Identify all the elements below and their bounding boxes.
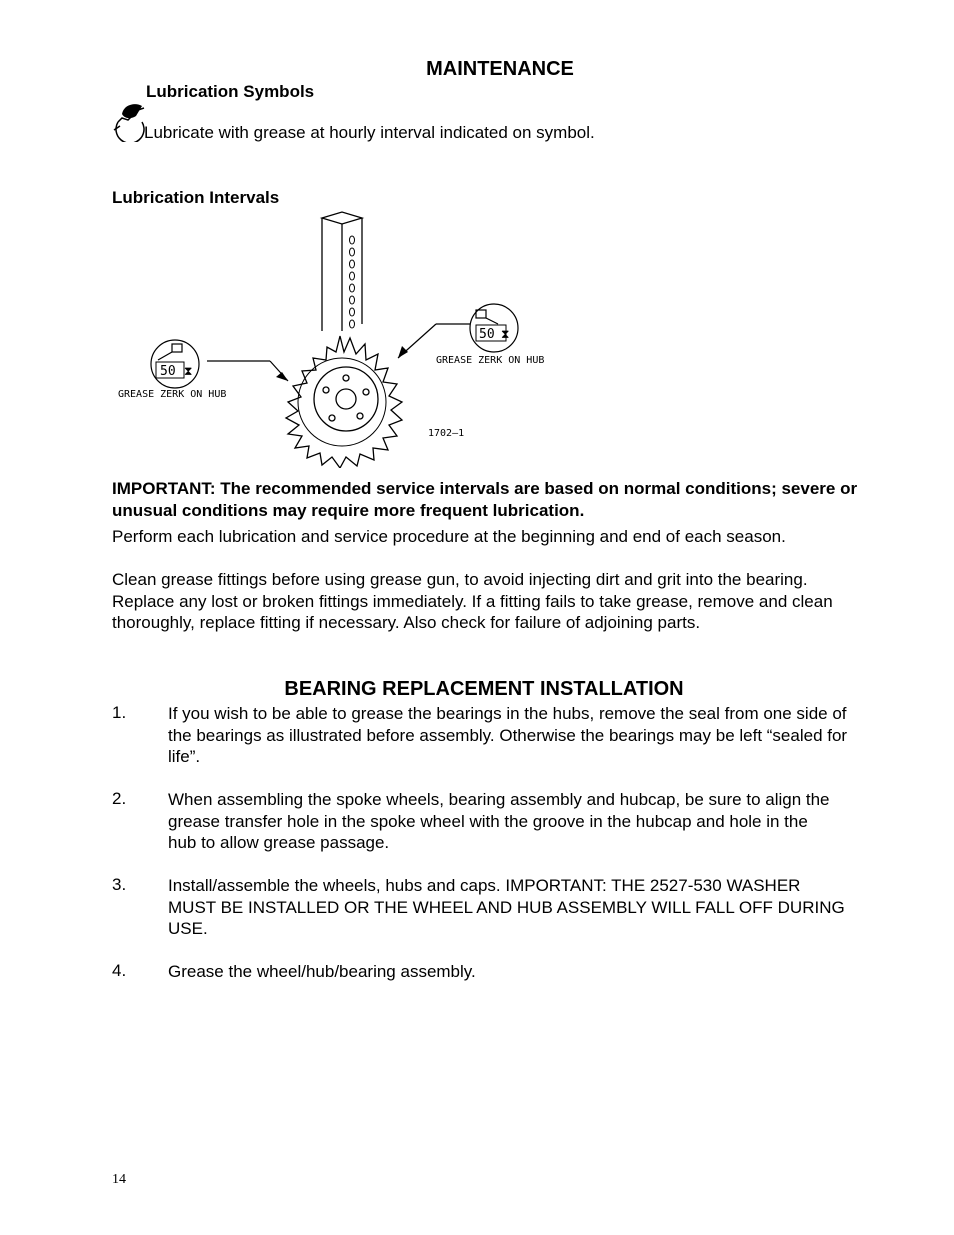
important-note: IMPORTANT: The recommended service intervals are based on normal conditions; severe or unusual conditions may require more frequent lubrication. [112, 479, 858, 520]
step-text: Install/assemble the wheels, hubs and caps. IMPORTANT: THE 2527-530 WASHER MUST BE INSTALLED OR THE WHEEL AND HUB ASSEMBLY WILL FALL OFF DURING USE. [168, 876, 845, 938]
grease-symbol-left [151, 340, 199, 388]
step-text: Grease the wheel/hub/bearing assembly. [168, 962, 476, 981]
step-number: 4. [112, 961, 127, 980]
step-number: 3. [112, 875, 127, 894]
square-tube-shaft [322, 212, 362, 331]
hourglass-icon: ⧗ [184, 364, 193, 378]
page-title: MAINTENANCE [426, 58, 574, 80]
lubrication-symbol-description: Lubricate with grease at hourly interval indicated on symbol. [144, 123, 595, 142]
leader-arrow-left [276, 372, 288, 381]
page-number: 14 [112, 1172, 126, 1187]
figure-id: 1702–1 [428, 428, 465, 439]
lubrication-symbols-heading: Lubrication Symbols [146, 82, 315, 101]
bearing-section-title: BEARING REPLACEMENT INSTALLATION [284, 678, 684, 700]
hourglass-icon: ⧗ [501, 327, 510, 341]
leader-arrow-right [398, 346, 408, 358]
paragraph-season-service: Perform each lubrication and service procedure at the beginning and end of each season. [112, 527, 786, 546]
spoke-wheel [286, 336, 402, 468]
grease-zerk-label-left: GREASE ZERK ON HUB [118, 389, 227, 400]
grease-zerk-label-right: GREASE ZERK ON HUB [436, 355, 545, 366]
hours-right-label: 50 [479, 327, 495, 342]
step-number: 1. [112, 703, 127, 722]
step-text: When assembling the spoke wheels, bearing assembly and hubcap, be sure to align the grease transfer hole in the spoke wheel with the groove in the hubcap and hole in the hub to allow grease passage. [168, 790, 830, 852]
grease-symbol-right [470, 304, 518, 352]
lubrication-intervals-heading: Lubrication Intervals [112, 188, 280, 207]
lubrication-diagram [110, 206, 560, 468]
step-number: 2. [112, 789, 127, 808]
paragraph-grease-fittings: Clean grease fittings before using grease gun, to avoid injecting dirt and grit into the bearing. Replace any lost or broken fittings immediately. If a fitting fails to take grease, remove and clean thoroughly, replace fitting if necessary. Also check for failure of adjoining parts. [112, 570, 833, 632]
step-text: If you wish to be able to grease the bearings in the hubs, remove the seal from one side of the bearings as illustrated before assembly. Otherwise the bearings may be left “sealed for life”. [168, 704, 848, 766]
hours-left-label: 50 [160, 364, 176, 379]
